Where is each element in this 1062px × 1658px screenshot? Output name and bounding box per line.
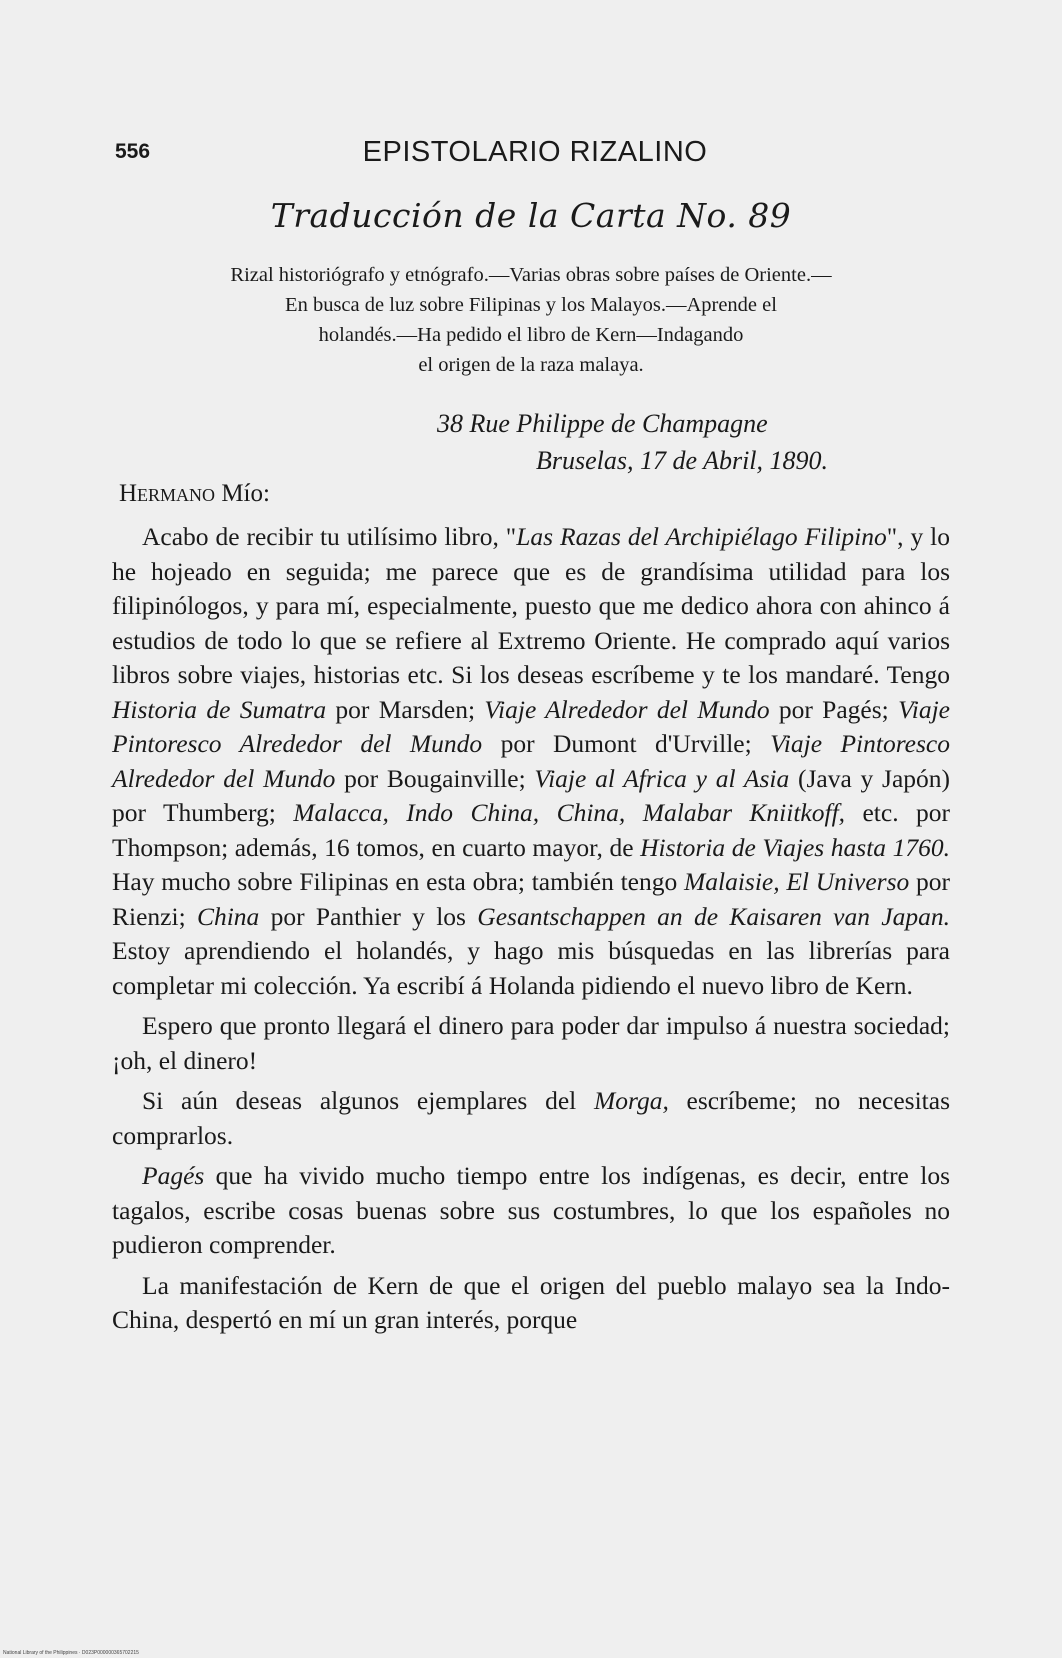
text-span: (Java y Japón) por Thumberg;	[112, 763, 951, 827]
text-span: Hay mucho sobre Filipinas en esta obra; también tengo	[112, 867, 684, 896]
page-header	[115, 136, 955, 176]
text-span: Si aún deseas algunos ejemplares del	[142, 1086, 594, 1115]
text-span: ", y lo he hojeado en seguida; me parece que es de grandísima utilidad para los filipinólogos, y para mí, especialmente, puesto que me dedico ahora con ahinco á estudios de todo lo que se refiere al Extremo Oriente. He comprado aquí varios libros sobre viajes, historias etc. Si los deseas escríbeme y te los mandaré. Tengo	[112, 522, 950, 689]
salutation-word: Mío:	[221, 480, 270, 507]
paragraph-5: La manifestación de Kern de que el origen del pueblo malayo sea la Indo-China, despertó en mí un gran interés, porque	[112, 1270, 950, 1334]
text-span: que ha vivido mucho tiempo entre los indígenas, es decir, entre los tagalos, escribe cosas buenas sobre sus costumbres, lo que los españoles no pudieron comprender.	[112, 1161, 950, 1259]
book-title: EPISTOLARIO RIZALINO	[362, 136, 708, 168]
book-title-ref: Viaje Pintoresco Alrededor del Mundo	[112, 729, 950, 793]
text-span: Estoy aprendiendo el holandés, y hago mis búsquedas en las librerías para completar mi colección. Ya escribí á Holanda pidiendo el nuevo libro de Kern.	[112, 936, 950, 1000]
paragraph-1	[112, 520, 950, 1003]
text-span: por Bougainville;	[335, 763, 535, 793]
text-span: Acabo de recibir tu utilísimo libro, "	[142, 522, 517, 551]
letter-summary	[112, 260, 950, 380]
book-title-ref: Historia de Viajes hasta 1760.	[640, 832, 950, 862]
summary-line: Rizal historiógrafo y etnógrafo.—Varias obras sobre países de Oriente.—	[230, 264, 832, 286]
letter-body	[112, 520, 950, 1344]
book-title-ref: Viaje Alrededor del Mundo	[484, 694, 770, 724]
paragraph-3	[112, 1084, 950, 1153]
salutation-word: Hermano	[119, 480, 216, 507]
book-title-ref: Viaje Pintoresco Alrededor del Mundo	[112, 694, 950, 758]
summary-line: el origen de la raza malaya.	[418, 354, 644, 376]
text-span: escríbeme; no necesitas comprarlos.	[112, 1086, 951, 1150]
letter-date: Bruselas, 17 de Abril, 1890.	[536, 446, 829, 475]
text-span: etc. por Thompson; además, 16 tomos, en cuarto mayor, de	[112, 798, 950, 862]
text-span: por Dumont d'Urville;	[482, 729, 771, 758]
book-title-ref: China	[196, 901, 260, 931]
book-title-ref: Malacca, Indo China, China, Malabar Kniitkoff,	[293, 798, 846, 827]
letter-title: Traducción de la Carta No. 89	[270, 196, 792, 235]
book-title-ref: Morga,	[593, 1086, 669, 1115]
sender-address: 38 Rue Philippe de Champagne	[437, 409, 768, 438]
paragraph-2: Espero que pronto llegará el dinero para poder dar impulso á nuestra sociedad; ¡oh, el dinero!	[112, 1011, 950, 1075]
author-ref: Pagés	[142, 1161, 205, 1190]
book-title-ref: Viaje al Africa y al Asia	[534, 763, 790, 793]
text-span: por Rienzi;	[112, 867, 950, 931]
scan-footer: National Library of the Philippines · D023P000000365702215	[3, 1650, 139, 1656]
text-span: por Pagés;	[769, 694, 899, 724]
paragraph-4	[112, 1159, 950, 1263]
book-title-ref: Malaisie, El Universo	[684, 867, 910, 896]
text-span: por Panthier y los	[259, 901, 478, 931]
book-title-ref: Historia de Sumatra	[112, 694, 327, 724]
text-span: por Marsden;	[326, 694, 485, 724]
summary-line: holandés.—Ha pedido el libro de Kern—Indagando	[318, 324, 744, 346]
book-title-ref: Las Razas del Archipiélago Filipino	[516, 522, 887, 551]
page-number: 556	[115, 140, 151, 163]
book-title-ref: Gesantschappen an de Kaisaren van Japan.	[477, 901, 950, 931]
summary-line: En busca de luz sobre Filipinas y los Malayos.—Aprende el	[285, 294, 777, 316]
salutation	[119, 480, 270, 508]
